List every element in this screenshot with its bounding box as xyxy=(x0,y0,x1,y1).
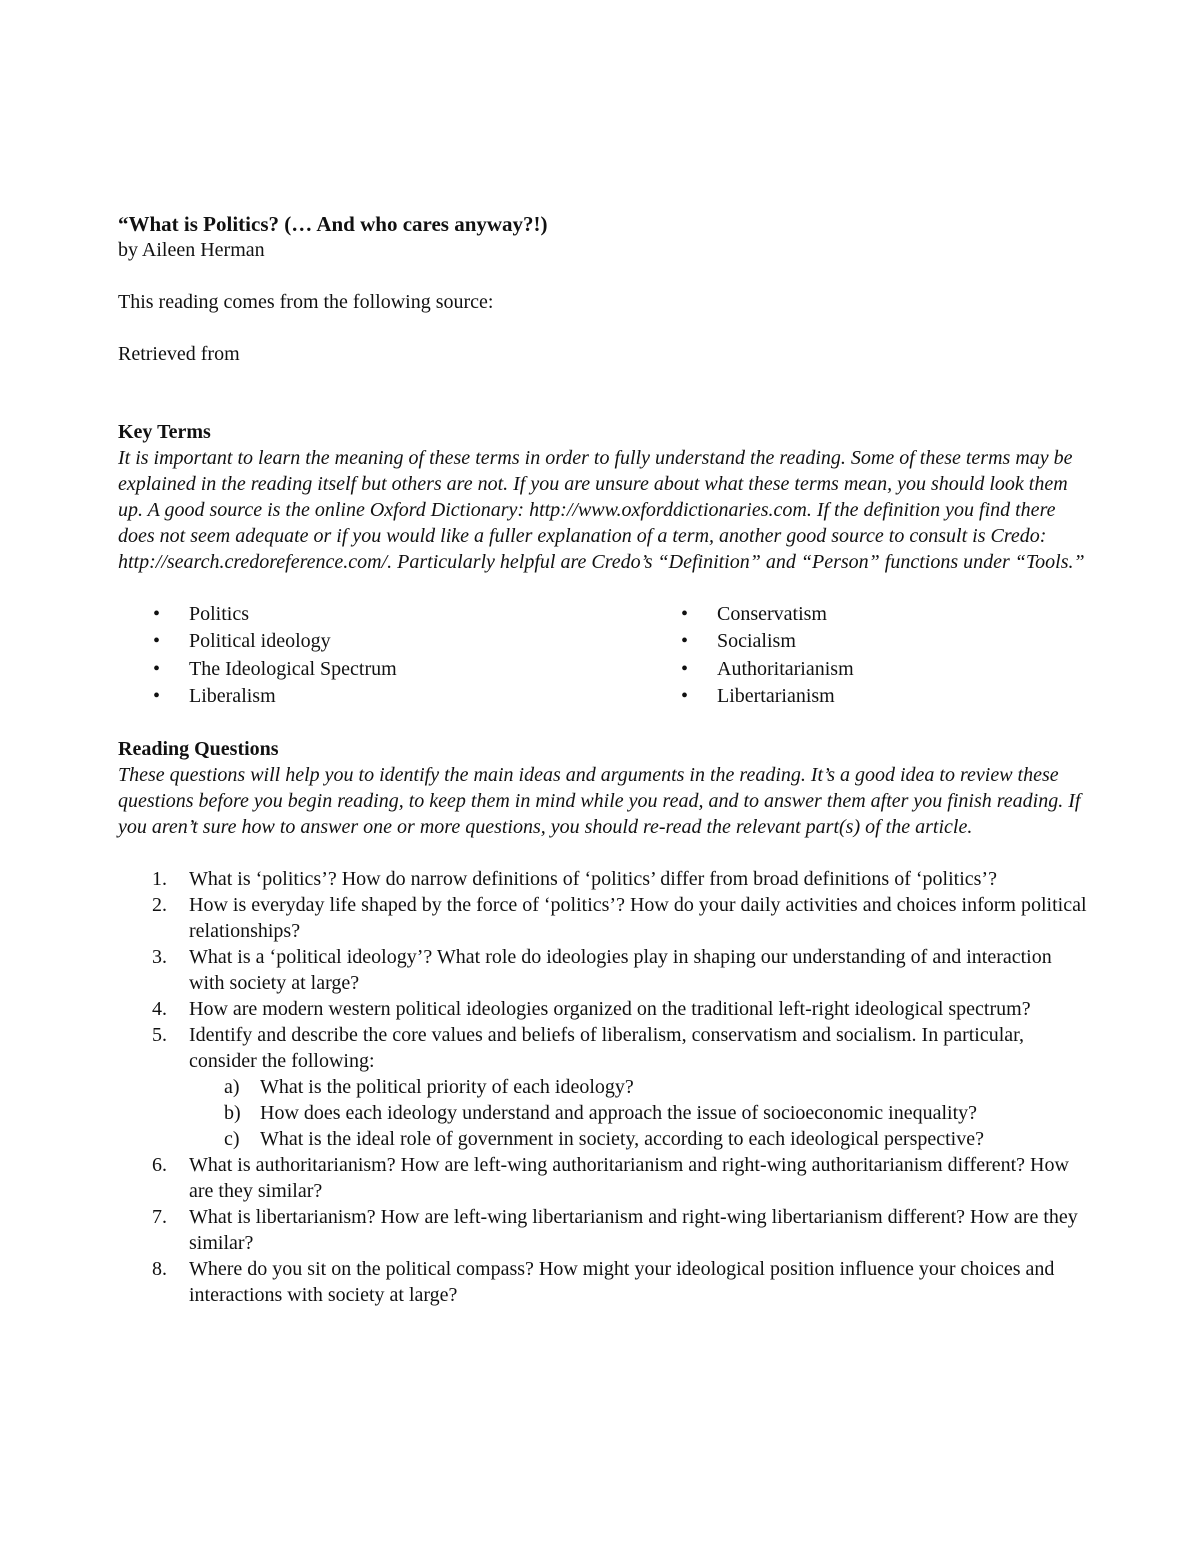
question-text: What is ‘politics’? How do narrow definitions of ‘politics’ differ from broad definitions of ‘politics’? xyxy=(189,868,997,891)
sub-question-text: What is the ideal role of government in society, according to each ideological perspective? xyxy=(260,1128,984,1151)
sub-question-letter: a) xyxy=(224,1076,240,1099)
question-text: How is everyday life shaped by the force of ‘politics’? How do your daily activities and choices inform political relationships? xyxy=(189,894,1087,943)
question-number: 6. xyxy=(152,1154,167,1177)
question-number: 8. xyxy=(152,1258,167,1281)
sub-questions-list xyxy=(189,1074,1088,1152)
document-page xyxy=(118,211,1088,1308)
key-term-item: • Socialism xyxy=(646,628,854,655)
key-terms-heading: Key Terms xyxy=(118,421,211,443)
sub-question-item xyxy=(189,1100,1088,1126)
sub-question-item xyxy=(189,1074,1088,1100)
question-item xyxy=(118,996,1088,1022)
question-text: Identify and describe the core values and beliefs of liberalism, conservatism and socialism. In particular, consider the following: xyxy=(189,1024,1025,1073)
sub-question-text: What is the political priority of each ideology? xyxy=(260,1076,634,1099)
question-number: 1. xyxy=(152,868,167,891)
sub-question-letter: b) xyxy=(224,1102,241,1125)
key-term-item: • Libertarianism xyxy=(646,683,854,710)
key-term-item: • The Ideological Spectrum xyxy=(118,656,646,683)
key-terms-right-column xyxy=(646,601,854,710)
sub-question-item xyxy=(189,1126,1088,1152)
reading-questions-intro: These questions will help you to identify the main ideas and arguments in the reading. It’s a good idea to review these questions before you begin reading, to keep them in mind while you read, and to answer them after you finish reading. If you aren’t sure how to answer one or more questions, you should re-read the relevant part(s) of the article. xyxy=(118,764,1081,839)
key-terms-list xyxy=(118,601,1088,710)
question-text: What is a ‘political ideology’? What role do ideologies play in shaping our understanding of and interaction with society at large? xyxy=(189,946,1052,995)
question-item xyxy=(118,866,1088,892)
key-terms-intro: It is important to learn the meaning of these terms in order to fully understand the reading. Some of these terms may be explained in the reading itself but others are not. If you are unsure about what these terms mean, you should look them up. A good source is the online Oxford Dictionary: http://www.oxforddictionaries.com. If the definition you find there does not seem adequate or if you would like a fuller explanation of a term, another good source to consult is Credo: http://search.credoreference.com/. Particularly helpful are Credo’s “Definition” and “Person” functions under “Tools.” xyxy=(118,447,1085,573)
retrieved-line: Retrieved from xyxy=(118,343,240,365)
question-item xyxy=(118,1204,1088,1256)
question-item xyxy=(118,944,1088,996)
key-term-item: • Politics xyxy=(118,601,646,628)
question-number: 3. xyxy=(152,946,167,969)
sub-question-letter: c) xyxy=(224,1128,240,1151)
reading-questions-list xyxy=(118,866,1088,1308)
question-number: 2. xyxy=(152,894,167,917)
question-number: 5. xyxy=(152,1024,167,1047)
key-terms-left-column xyxy=(118,601,646,710)
document-title: “What is Politics? (… And who cares anyway?!) xyxy=(118,212,548,236)
source-line: This reading comes from the following source: xyxy=(118,291,494,313)
question-number: 7. xyxy=(152,1206,167,1229)
question-text: What is libertarianism? How are left-wing libertarianism and right-wing libertarianism different? How are they similar? xyxy=(189,1206,1078,1255)
key-term-item: • Authoritarianism xyxy=(646,656,854,683)
key-term-item: • Liberalism xyxy=(118,683,646,710)
question-item xyxy=(118,1256,1088,1308)
reading-questions-heading: Reading Questions xyxy=(118,738,279,761)
question-item xyxy=(118,1022,1088,1152)
question-text: Where do you sit on the political compass? How might your ideological position influence your choices and interactions with society at large? xyxy=(189,1258,1055,1307)
question-item xyxy=(118,892,1088,944)
question-number: 4. xyxy=(152,998,167,1021)
question-text: How are modern western political ideologies organized on the traditional left-right ideological spectrum? xyxy=(189,998,1031,1021)
key-term-item: • Political ideology xyxy=(118,628,646,655)
document-author: by Aileen Herman xyxy=(118,239,265,261)
key-term-item: • Conservatism xyxy=(646,601,854,628)
sub-question-text: How does each ideology understand and approach the issue of socioeconomic inequality? xyxy=(260,1102,978,1125)
question-item xyxy=(118,1152,1088,1204)
question-text: What is authoritarianism? How are left-wing authoritarianism and right-wing authoritarianism different? How are they similar? xyxy=(189,1154,1069,1203)
